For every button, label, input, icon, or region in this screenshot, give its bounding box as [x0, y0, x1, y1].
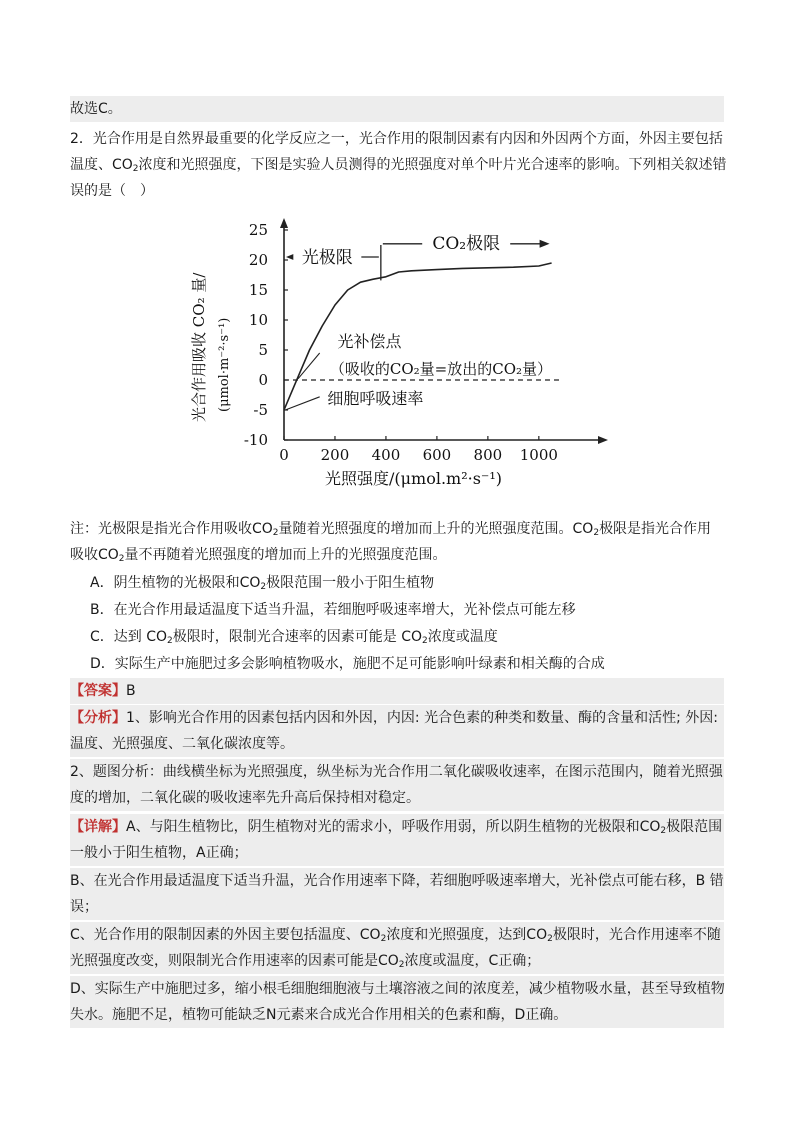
detail-c-text-2a: 光照强度改变，则限制光合作用速率的因素可能是CO	[70, 953, 399, 969]
detail-d-text-2: 失水。施肥不足，植物可能缺乏N元素来合成光合作用相关的色素和酶，D正确。	[70, 1007, 568, 1023]
option-c-text-2: 极限时，限制光合速率的因素可能是 CO	[172, 629, 423, 645]
analysis-tag: 【分析】	[70, 710, 126, 726]
note-line-2	[70, 542, 724, 568]
y-tick-label: 10	[248, 311, 268, 329]
subscript: 2	[398, 960, 405, 970]
detail-c-text-1a: C、光合作用的限制因素的外因主要包括温度、CO	[70, 927, 381, 943]
y-tick-label: 5	[258, 341, 268, 359]
subscript: 2	[593, 528, 600, 538]
analysis-text-1: 1、影响光合作用的因素包括内因和外因，内因: 光合色素的种类和数量、酶的含量和活性; 外因:	[126, 710, 718, 726]
option-a-text-1: A．阴生植物的光极限和CO	[90, 575, 261, 591]
question-text-2b: 浓度和光照强度，下图是实验人员测得的光照强度对单个叶片光合速率的影响。下列相关叙述错	[138, 157, 727, 173]
question-line-1	[70, 126, 724, 152]
analysis-line-2	[70, 731, 724, 757]
x-tick-label: 0	[279, 446, 289, 464]
y-tick-label: 20	[248, 251, 268, 269]
question-text-1: 2．光合作用是自然界最重要的化学反应之一，光合作用的限制因素有内因和外因两个方面，外因主要包括	[70, 131, 723, 147]
option-c-text-1: C．达到 CO	[90, 629, 168, 645]
detail-b-text-2: 误；	[70, 899, 98, 915]
respiration-label: 细胞呼吸速率	[327, 389, 424, 408]
detail-tag: 【详解】	[70, 819, 126, 835]
prev-answer-line	[70, 96, 724, 122]
detail-line-a1	[70, 814, 724, 840]
note-text-1a: 注：光极限是指光合作用吸收CO	[70, 521, 273, 537]
subscript: 2	[260, 582, 267, 592]
subscript: 2	[380, 934, 387, 944]
subscript: 2	[167, 636, 173, 646]
question-text-2a: 温度、CO	[70, 157, 133, 173]
x-tick-label: 1000	[519, 446, 558, 464]
detail-line-c1	[70, 922, 724, 948]
option-d	[90, 651, 724, 677]
compensation-note: （吸收的CO₂量=放出的CO₂量）	[329, 360, 553, 378]
compensation-label: 光补偿点	[337, 332, 402, 351]
chart-annotations	[285, 332, 552, 410]
subscript: 2	[272, 528, 279, 538]
y-tick-label: -10	[243, 431, 268, 449]
option-c	[90, 624, 724, 650]
co2-limit-label: CO₂极限	[432, 233, 501, 254]
y-tick-label: -5	[253, 401, 268, 419]
analysis-text-4: 度的增加，二氧化碳的吸收速率先升高后保持相对稳定。	[70, 790, 420, 806]
answer-line	[70, 678, 724, 704]
x-tick-label: 200	[320, 446, 350, 464]
detail-line-b1	[70, 868, 724, 894]
detail-d-text-1: D、实际生产中施肥过多，缩小根毛细胞细胞液与土壤溶液之间的浓度差，减少植物吸水量，甚至导致植物	[70, 981, 725, 997]
detail-line-a2	[70, 840, 724, 866]
option-b-text: B．在光合作用最适温度下适当升温，若细胞呼吸速率增大，光补偿点可能左移	[90, 602, 576, 618]
note-text-1b: 量随着光照强度的增加而上升的光照强度范围。CO	[278, 521, 594, 537]
y-axis-title: 光合作用吸收 CO₂ 量/	[190, 272, 208, 422]
option-c-text-3: 浓度或温度	[427, 629, 498, 645]
note-text-2b: 量不再随着光照强度的增加而上升的光照强度范围。	[124, 547, 447, 563]
x-tick-label: 400	[371, 446, 401, 464]
x-axis-label: 光照强度/(μmol.m²·s⁻¹)	[325, 469, 503, 488]
y-tick-label: 15	[248, 281, 268, 299]
analysis-text-2: 温度、光照强度、二氧化碳浓度等。	[70, 736, 294, 752]
analysis-line-3	[70, 759, 724, 785]
question-line-3	[70, 178, 724, 204]
series-line	[284, 263, 552, 410]
analysis-line-1	[70, 705, 724, 731]
y-axis-unit: (μmol·m⁻²·s⁻¹)	[217, 317, 232, 412]
subscript: 2	[422, 636, 428, 646]
detail-c-text-2b: 浓度或温度，C正确；	[404, 953, 541, 969]
prev-answer-text: 故选C。	[70, 101, 122, 117]
subscript: 2	[660, 826, 667, 836]
subscript: 2	[118, 554, 125, 564]
answer-tag: 【答案】	[70, 683, 126, 699]
note-text-1c: 极限是指光合作用	[599, 521, 712, 537]
detail-line-d2	[70, 1002, 724, 1028]
detail-c-text-1c: 极限时，光合作用速率不随	[552, 927, 721, 943]
answer-value: B	[126, 683, 136, 699]
photosynthesis-curve	[284, 263, 552, 410]
x-tick-label: 600	[422, 446, 452, 464]
photosynthesis-chart	[180, 212, 620, 502]
question-line-2	[70, 152, 727, 178]
x-axis-arrow	[598, 436, 608, 444]
y-tick-label: 0	[258, 371, 268, 389]
respiration-pointer	[285, 397, 319, 410]
option-a	[90, 570, 724, 596]
co2-limit-arrowhead	[540, 240, 550, 248]
note-line-1	[70, 516, 724, 542]
compensation-pointer	[298, 353, 320, 379]
detail-b-text-1: B、在光合作用最适温度下适当升温，光合作用速率下降，若细胞呼吸速率增大，光补偿点可能右移，B 错	[70, 873, 724, 889]
detail-a-text-1b: 极限范围	[666, 819, 723, 835]
detail-a-text-2: 一般小于阳生植物，A正确；	[70, 845, 248, 861]
question-text-3: 误的是（ ）	[70, 183, 154, 199]
subscript: 2	[547, 934, 553, 944]
y-tick-label: 25	[248, 221, 268, 239]
detail-c-text-1b: 浓度和光照强度，达到CO	[386, 927, 548, 943]
option-a-text-2: 极限范围一般小于阳生植物	[266, 575, 435, 591]
detail-a-text-1a: A、与阳生植物比，阴生植物对光的需求小，呼吸作用弱，所以阴生植物的光极限和CO	[126, 819, 661, 835]
y-axis-arrow	[280, 218, 288, 228]
note-text-2a: 吸收CO	[70, 547, 119, 563]
option-d-text: D．实际生产中施肥过多会影响植物吸水，施肥不足可能影响叶绿素和相关酶的合成	[90, 656, 605, 672]
analysis-line-4	[70, 785, 724, 811]
option-b	[90, 597, 724, 623]
x-tick-label: 800	[473, 446, 503, 464]
subscript: 2	[132, 164, 139, 174]
analysis-text-3: 2、题图分析：曲线横坐标为光照强度，纵坐标为光合作用二氧化碳吸收速率，在图示范围内，随着光照强	[70, 764, 723, 780]
light-limit-label: 光极限	[301, 248, 353, 268]
detail-line-c2	[70, 948, 724, 974]
detail-line-b2	[70, 894, 724, 920]
detail-line-d1	[70, 976, 724, 1002]
limit-regions	[286, 230, 550, 281]
